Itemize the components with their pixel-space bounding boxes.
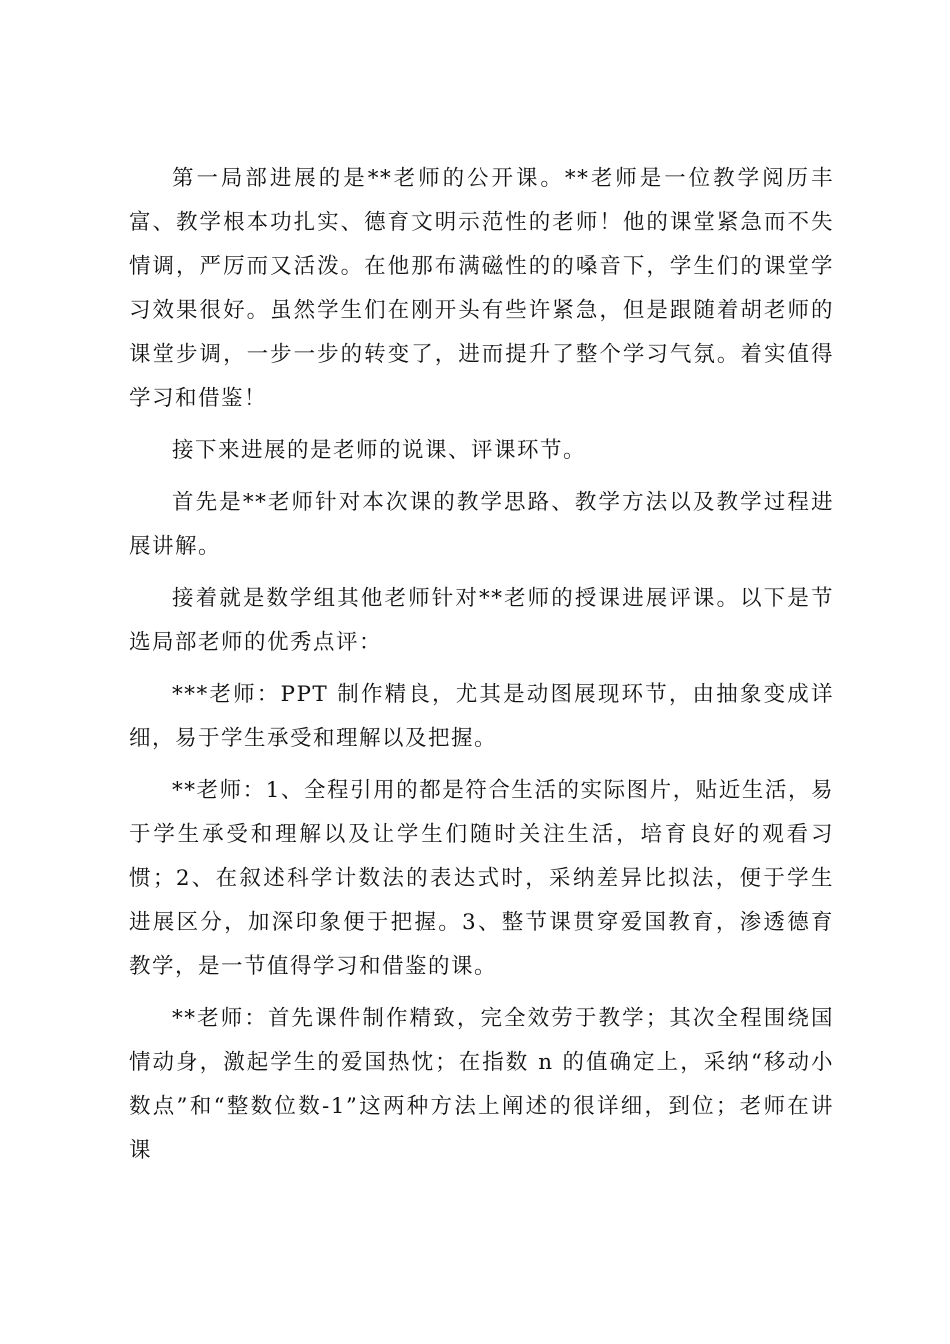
paragraph-comment-ppt: ***老师：PPT 制作精良，尤其是动图展现环节，由抽象变成详细，易于学生承受和理解以及把握。 [129,682,834,751]
document-body [129,157,834,1181]
paragraph-evaluation-intro: 接着就是数学组其他老师针对**老师的授课进展评课。以下是节选局部老师的优秀点评： [129,586,834,655]
paragraph-comment-courseware: **老师：首先课件制作精致，完全效劳于教学；其次全程围绕国情动身，激起学生的爱国热忱；在指数 n 的值确定上，采纳“移动小数点”和“整数位数-1”这两种方法上阐述的很详细，到位；老师在讲课 [129,1006,834,1163]
paragraph-open-class: 第一局部进展的是**老师的公开课。**老师是一位教学阅历丰富、教学根本功扎实、德育文明示范性的老师！他的课堂紧急而不失情调，严厉而又活泼。在他那布满磁性的的嗓音下，学生们的课堂学习效果很好。虽然学生们在刚开头有些许紧急，但是跟随着胡老师的课堂步调，一步一步的转变了，进而提升了整个学习气氛。着实值得学习和借鉴！ [129,166,834,411]
paragraph-next-session: 接下来进展的是老师的说课、评课环节。 [172,438,587,463]
paragraph-comment-real-life: **老师：1、全程引用的都是符合生活的实际图片，贴近生活，易于学生承受和理解以及让学生们随时关注生活，培育良好的观看习惯；2、在叙述科学计数法的表达式时，采纳差异比拟法，便于学生进展区分，加深印象便于把握。3、整节课贯穿爱国教育，渗透德育教学，是一节值得学习和借鉴的课。 [129,778,834,979]
paragraph-lesson-explanation: 首先是**老师针对本次课的教学思路、教学方法以及教学过程进展讲解。 [129,490,834,559]
